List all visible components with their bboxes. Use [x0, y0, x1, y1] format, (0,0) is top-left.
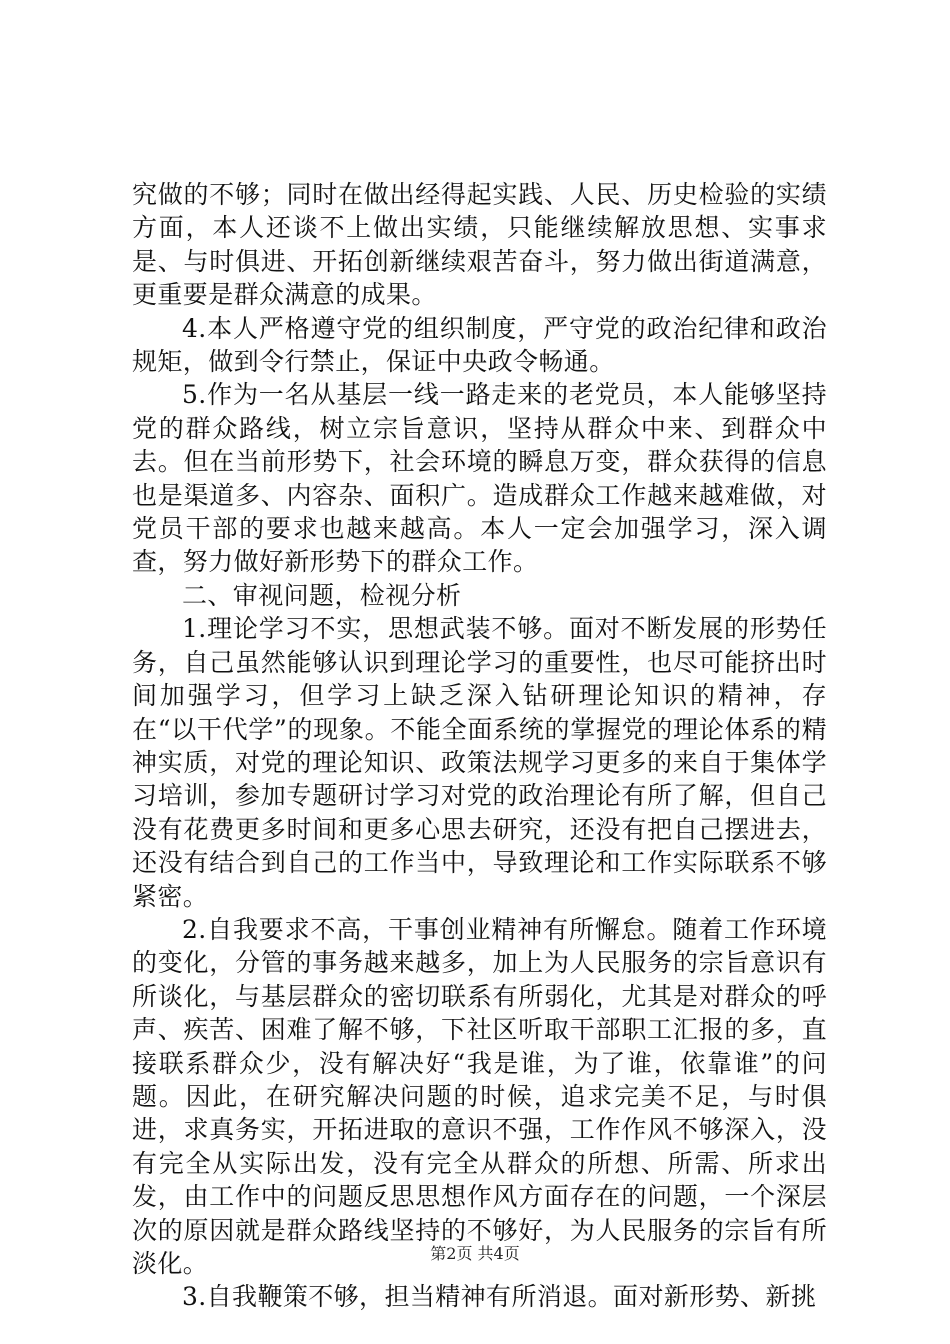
page-footer: 第2页 共4页 [430, 1244, 520, 1263]
paragraph-continued: 究做的不够；同时在做出经得起实践、人民、历史检验的实绩方面，本人还谈不上做出实绩，只能继续解放思想、实事求是、与时俱进、开拓创新继续艰苦奋斗，努力做出街道满意，更重要是群众满意的成果。 [132, 180, 827, 310]
paragraph-problem-2: 2.自我要求不高，干事创业精神有所懈怠。随着工作环境的变化，分管的事务越来越多，加上为人民服务的宗旨意识有所谈化，与基层群众的密切联系有所弱化，尤其是对群众的呼声、疾苦、困难了解不够，下社区听取干部职工汇报的多，直接联系群众少，没有解决好“我是谁，为了谁，依靠谁”的问题。因此，在研究解决问题的时候，追求完美不足，与时俱进，求真务实，开拓进取的意识不强，工作作风不够深入，没有完全从实际出发，没有完全从群众的所想、所需、所求出发，由工作中的问题反思思想作风方面存在的问题，一个深层次的原因就是群众路线坚持的不够好，为人民服务的宗旨有所淡化。 [132, 914, 827, 1278]
paragraph-problem-3: 3.自我鞭策不够，担当精神有所消退。面对新形势、新挑 [182, 1282, 817, 1312]
paragraph-problem-1: 1.理论学习不实，思想武装不够。面对不断发展的形势任务，自己虽然能够认识到理论学习的重要性，也尽可能挤出时间加强学习，但学习上缺乏深入钻研理论知识的精神，存在“以干代学”的现象。不能全面系统的掌握党的理论体系的精神实质，对党的理论知识、政策法规学习更多的来自于集体学习培训，参加专题研讨学习对党的政治理论有所了解，但自己没有花费更多时间和更多心思去研究，还没有把自己摆进去，还没有结合到自己的工作当中，导致理论和工作实际联系不够紧密。 [132, 614, 827, 911]
section-heading: 二、审视问题，检视分析 [182, 580, 462, 610]
paragraph-item-5: 5.作为一名从基层一线一路走来的老党员，本人能够坚持党的群众路线，树立宗旨意识，坚持从群众中来、到群众中去。但在当前形势下，社会环境的瞬息万变，群众获得的信息也是渠道多、内容杂、面积广。造成群众工作越来越难做，对党员干部的要求也越来越高。本人一定会加强学习，深入调查，努力做好新形势下的群众工作。 [132, 380, 827, 577]
document-body [132, 178, 827, 1314]
paragraph-item-4: 4.本人严格遵守党的组织制度，严守党的政治纪律和政治规矩，做到令行禁止，保证中央政令畅通。 [132, 313, 827, 377]
